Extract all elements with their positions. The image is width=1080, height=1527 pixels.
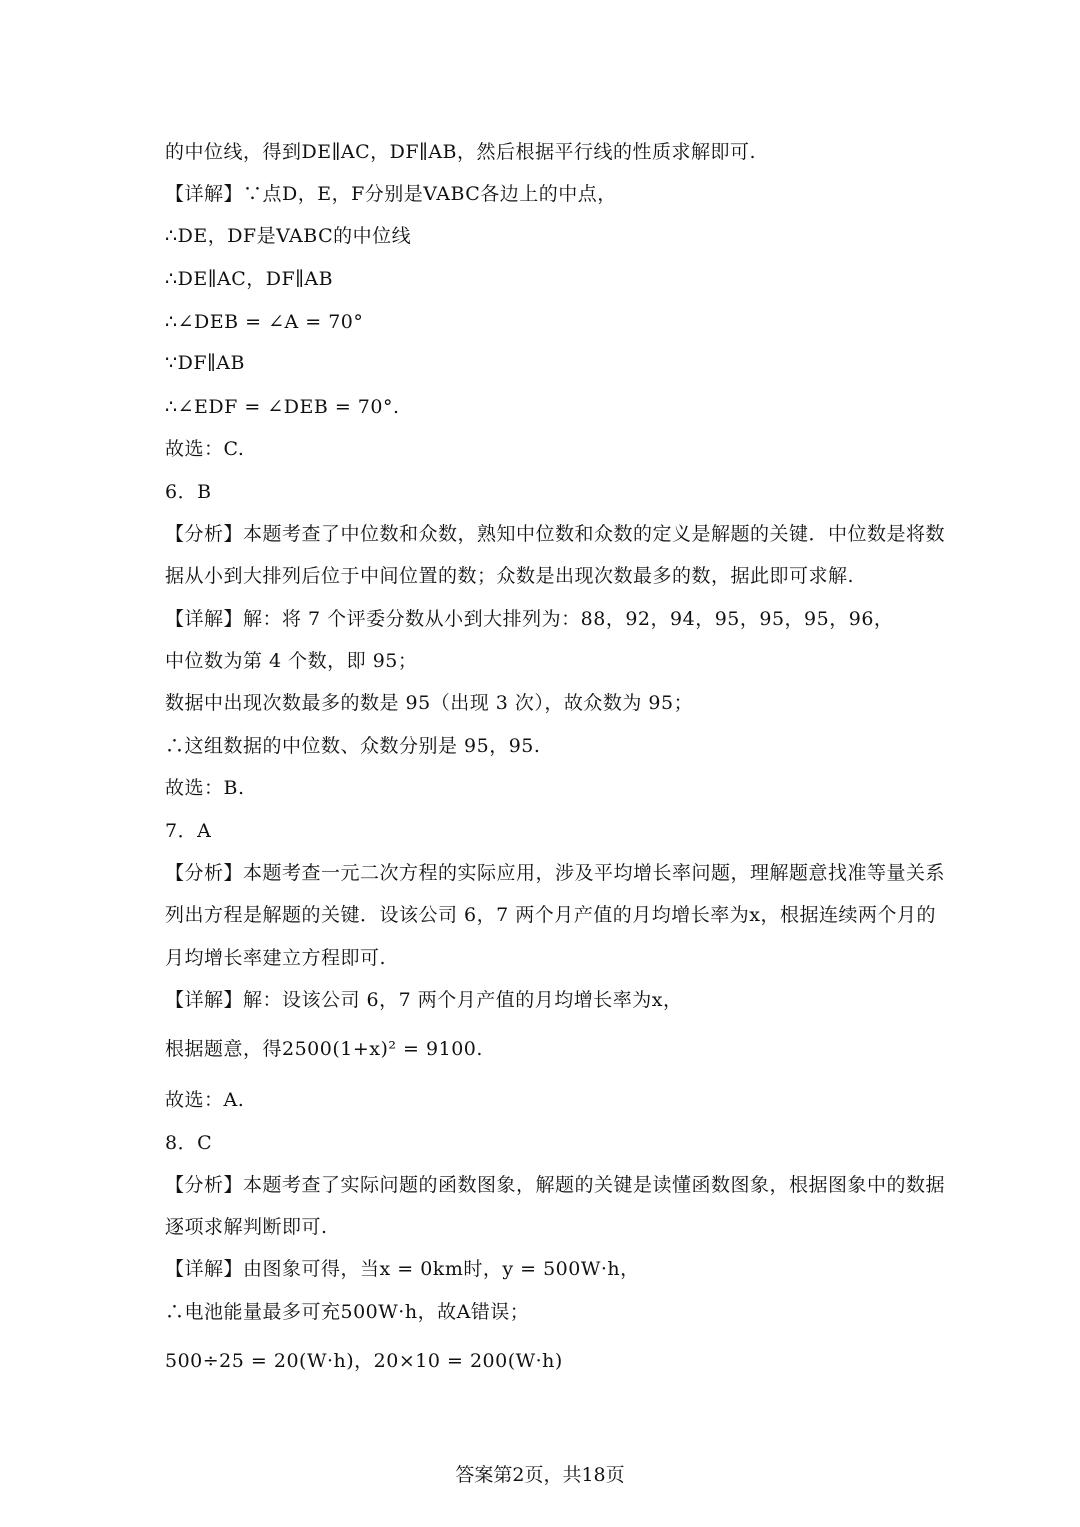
- text-line: ∴DE，DF是VABC的中位线: [165, 225, 412, 247]
- text-line: 【分析】本题考查了中位数和众数，熟知中位数和众数的定义是解题的关键．中位数是将数: [165, 523, 946, 545]
- text-line: ∴∠DEB = ∠A = 70°: [165, 311, 364, 333]
- text-line: ∵DF∥AB: [165, 352, 245, 374]
- question-number: 7．A: [165, 820, 212, 842]
- page-footer: 答案第2页，共18页: [455, 1464, 625, 1486]
- question-number: 6．B: [165, 481, 212, 503]
- text-line: 故选：A.: [165, 1089, 245, 1111]
- text-line: 【分析】本题考查了实际问题的函数图象，解题的关键是读懂函数图象，根据图象中的数据: [165, 1174, 946, 1196]
- equation-line: 500÷25 = 20(W·h)，20×10 = 200(W·h): [165, 1350, 563, 1372]
- text-line: 故选：B.: [165, 777, 245, 799]
- text-line: 【详解】解：将 7 个评委分数从小到大排列为：88，92，94，95，95，95，96，: [165, 608, 894, 630]
- text-line: 列出方程是解题的关键．设该公司 6，7 两个月产值的月均增长率为x，根据连续两个月的: [165, 904, 936, 926]
- text-line: 【详解】∵点D，E，F分别是VABC各边上的中点，: [165, 183, 617, 205]
- equation-line: 根据题意，得2500(1+x)² = 9100.: [165, 1038, 483, 1060]
- question-number: 8．C: [165, 1132, 213, 1154]
- text-line: 月均增长率建立方程即可.: [165, 947, 387, 969]
- text-line: 【详解】由图象可得，当x = 0km时，y = 500W·h，: [165, 1258, 640, 1280]
- text-line: 据从小到大排列后位于中间位置的数；众数是出现次数最多的数，据此即可求解.: [165, 565, 855, 587]
- text-line: ∴∠EDF = ∠DEB = 70°.: [165, 396, 400, 418]
- text-line: 【详解】解：设该公司 6，7 两个月产值的月均增长率为x，: [165, 989, 683, 1011]
- text-line: 中位数为第 4 个数，即 95；: [165, 650, 418, 672]
- text-line: 【分析】本题考查一元二次方程的实际应用，涉及平均增长率问题，理解题意找准等量关系: [165, 862, 946, 884]
- text-line: 故选：C.: [165, 438, 245, 460]
- text-line: 数据中出现次数最多的数是 95（出现 3 次），故众数为 95；: [165, 692, 694, 714]
- text-line: ∴电池能量最多可充500W·h，故A错误；: [165, 1301, 530, 1323]
- text-line: ∴DE∥AC，DF∥AB: [165, 268, 334, 290]
- text-line: 的中位线，得到DE∥AC，DF∥AB，然后根据平行线的性质求解即可.: [165, 141, 757, 163]
- text-line: ∴这组数据的中位数、众数分别是 95，95.: [165, 735, 541, 757]
- text-line: 逐项求解判断即可.: [165, 1216, 328, 1238]
